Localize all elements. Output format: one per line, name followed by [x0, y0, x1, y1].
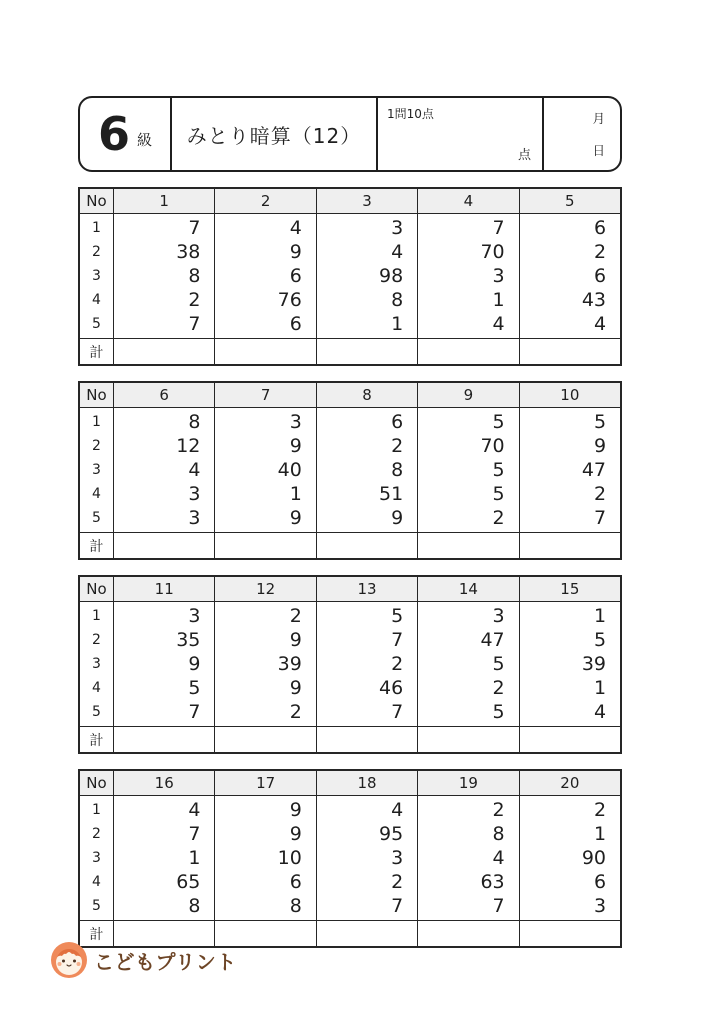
problem-column	[113, 214, 214, 338]
problem-column	[113, 602, 214, 726]
total-answer-cell	[519, 533, 620, 558]
no-column-header: No	[86, 774, 107, 792]
addend-value: 9	[289, 507, 302, 529]
addend-value: 98	[379, 265, 404, 287]
problem-column-header: 13	[316, 577, 417, 601]
grade-cell	[80, 98, 170, 170]
worksheet-table	[78, 187, 622, 366]
problem-column	[417, 214, 518, 338]
row-number: 1	[92, 802, 101, 818]
table-header-row	[80, 577, 620, 602]
addend-value: 5	[188, 677, 201, 699]
addend-value: 39	[581, 653, 607, 675]
problem-column-header: 6	[113, 383, 214, 407]
points-unit-label: 点	[517, 148, 531, 163]
addend-value: 9	[289, 241, 302, 263]
table-body-row	[80, 602, 620, 726]
addend-value: 1	[593, 677, 607, 699]
addend-value: 7	[188, 823, 201, 845]
row-number-column	[80, 214, 113, 338]
total-answer-cell	[519, 921, 620, 946]
addend-value: 4	[188, 459, 201, 481]
addend-value: 7	[593, 507, 607, 529]
no-column-header: No	[86, 192, 107, 210]
problem-column-header: 2	[214, 189, 315, 213]
addend-value: 8	[188, 411, 201, 433]
problem-column	[316, 602, 417, 726]
addend-value: 4	[492, 313, 505, 335]
worksheet-header-box	[78, 96, 622, 172]
problem-column	[214, 214, 315, 338]
addend-value: 6	[289, 871, 302, 893]
addend-value: 2	[492, 507, 505, 529]
addend-value: 1	[492, 289, 505, 311]
row-number: 1	[92, 608, 101, 624]
total-answer-cell	[113, 339, 214, 364]
addend-value: 9	[289, 823, 302, 845]
addend-value: 4	[188, 799, 201, 821]
logo-text: こどもプリント	[94, 949, 237, 974]
problem-column-header: 8	[316, 383, 417, 407]
addend-value: 51	[379, 483, 404, 505]
total-answer-cell	[316, 533, 417, 558]
addend-value: 3	[492, 605, 505, 627]
table-body-row	[80, 796, 620, 920]
problem-column	[214, 408, 315, 532]
problem-column	[214, 602, 315, 726]
addend-value: 6	[289, 265, 302, 287]
table-total-row	[80, 532, 620, 558]
addend-value: 39	[277, 653, 302, 675]
addend-value: 5	[492, 459, 505, 481]
addend-value: 2	[593, 483, 607, 505]
addend-value: 7	[391, 629, 404, 651]
total-answer-cell	[113, 533, 214, 558]
problem-column	[316, 214, 417, 338]
row-number: 3	[92, 656, 101, 672]
addend-value: 6	[593, 871, 607, 893]
addend-value: 7	[391, 895, 404, 917]
addend-value: 7	[188, 217, 201, 239]
addend-value: 76	[277, 289, 302, 311]
month-label: 月	[592, 111, 605, 126]
addend-value: 47	[581, 459, 607, 481]
addend-value: 4	[492, 847, 505, 869]
addend-value: 3	[492, 265, 505, 287]
row-number: 4	[92, 680, 101, 696]
no-column-header: No	[86, 386, 107, 404]
problem-column	[519, 408, 620, 532]
addend-value: 90	[581, 847, 607, 869]
addend-value: 2	[593, 241, 607, 263]
problem-column	[417, 602, 518, 726]
total-answer-cell	[214, 533, 315, 558]
total-label-cell: 計	[89, 538, 104, 555]
problem-column-header: 3	[316, 189, 417, 213]
addend-value: 2	[289, 605, 302, 627]
row-number: 4	[92, 874, 101, 890]
problem-column	[519, 602, 620, 726]
row-number: 1	[92, 220, 101, 236]
day-label: 日	[592, 143, 605, 158]
no-column-header: No	[86, 580, 107, 598]
problem-column-header: 17	[214, 771, 315, 795]
table-header-row	[80, 383, 620, 408]
addend-value: 2	[391, 435, 404, 457]
table-header-row	[80, 189, 620, 214]
addend-value: 1	[289, 483, 302, 505]
addend-value: 2	[492, 677, 505, 699]
total-label-cell: 計	[89, 344, 104, 361]
addend-value: 6	[593, 265, 607, 287]
addend-value: 9	[289, 435, 302, 457]
addend-value: 1	[593, 605, 607, 627]
addend-value: 3	[188, 605, 201, 627]
addend-value: 3	[593, 895, 607, 917]
score-cell	[376, 98, 542, 170]
footer-logo	[50, 941, 237, 979]
total-answer-cell	[214, 339, 315, 364]
addend-value: 65	[176, 871, 201, 893]
problem-column-header: 19	[417, 771, 518, 795]
addend-value: 5	[492, 653, 505, 675]
addend-value: 1	[188, 847, 201, 869]
row-number: 5	[92, 316, 101, 332]
addend-value: 3	[391, 217, 404, 239]
total-answer-cell	[316, 921, 417, 946]
grade-number: 6	[97, 107, 130, 161]
problem-column-header: 20	[519, 771, 620, 795]
addend-value: 70	[480, 241, 505, 263]
total-answer-cell	[214, 727, 315, 752]
date-cell	[542, 98, 620, 170]
addend-value: 2	[188, 289, 201, 311]
total-answer-cell	[417, 727, 518, 752]
addend-value: 10	[277, 847, 302, 869]
worksheet-title: みとり暗算（12）	[170, 98, 376, 170]
addend-value: 8	[391, 289, 404, 311]
problem-column-header: 4	[417, 189, 518, 213]
addend-value: 7	[492, 217, 505, 239]
addend-value: 5	[492, 411, 505, 433]
addend-value: 3	[188, 507, 201, 529]
addend-value: 35	[176, 629, 201, 651]
addend-value: 63	[480, 871, 505, 893]
total-answer-cell	[417, 533, 518, 558]
addend-value: 8	[492, 823, 505, 845]
addend-value: 6	[289, 313, 302, 335]
addend-value: 1	[593, 823, 607, 845]
row-number: 1	[92, 414, 101, 430]
addend-value: 8	[188, 265, 201, 287]
addend-value: 9	[593, 435, 607, 457]
table-body-row	[80, 214, 620, 338]
kodomo-print-mascot-icon	[50, 941, 88, 979]
row-number: 2	[92, 438, 101, 454]
row-number: 4	[92, 486, 101, 502]
addend-value: 2	[391, 653, 404, 675]
worksheet-table	[78, 381, 622, 560]
table-body-row	[80, 408, 620, 532]
points-per-question-note: 1問10点	[387, 107, 434, 121]
addend-value: 38	[176, 241, 201, 263]
table-header-row	[80, 771, 620, 796]
problem-column-header: 9	[417, 383, 518, 407]
addend-value: 9	[289, 677, 302, 699]
addend-value: 4	[391, 241, 404, 263]
addend-value: 8	[188, 895, 201, 917]
problem-column	[417, 408, 518, 532]
total-answer-cell	[519, 727, 620, 752]
problem-column	[519, 214, 620, 338]
row-number: 3	[92, 462, 101, 478]
addend-value: 5	[492, 483, 505, 505]
addend-value: 6	[593, 217, 607, 239]
addend-value: 4	[289, 217, 302, 239]
problem-column	[214, 796, 315, 920]
addend-value: 70	[480, 435, 505, 457]
total-answer-cell	[113, 727, 214, 752]
worksheet-table	[78, 575, 622, 754]
total-answer-cell	[417, 921, 518, 946]
addend-value: 5	[492, 701, 505, 723]
row-number: 2	[92, 632, 101, 648]
addend-value: 9	[391, 507, 404, 529]
grade-label: 級	[137, 130, 153, 149]
addend-value: 7	[188, 701, 201, 723]
row-number: 2	[92, 244, 101, 260]
table-total-row	[80, 338, 620, 364]
addend-value: 5	[391, 605, 404, 627]
addend-value: 3	[391, 847, 404, 869]
total-answer-cell	[519, 339, 620, 364]
row-number: 3	[92, 268, 101, 284]
addend-value: 8	[289, 895, 302, 917]
addend-value: 2	[289, 701, 302, 723]
problem-column-header: 7	[214, 383, 315, 407]
total-label-cell: 計	[89, 926, 104, 943]
addend-value: 3	[289, 411, 302, 433]
addend-value: 6	[391, 411, 404, 433]
problem-column	[316, 796, 417, 920]
problem-column	[417, 796, 518, 920]
problem-column-header: 10	[519, 383, 620, 407]
row-number: 2	[92, 826, 101, 842]
row-number: 3	[92, 850, 101, 866]
row-number: 5	[92, 898, 101, 914]
problem-column	[113, 408, 214, 532]
addend-value: 9	[289, 799, 302, 821]
addend-value: 3	[188, 483, 201, 505]
addend-value: 8	[391, 459, 404, 481]
row-number-column	[80, 408, 113, 532]
addend-value: 2	[391, 871, 404, 893]
problem-column	[113, 796, 214, 920]
addend-value: 47	[480, 629, 505, 651]
problem-column-header: 12	[214, 577, 315, 601]
addend-value: 7	[188, 313, 201, 335]
addend-value: 2	[593, 799, 607, 821]
addend-value: 2	[492, 799, 505, 821]
row-number: 5	[92, 704, 101, 720]
problem-column-header: 16	[113, 771, 214, 795]
problem-column	[519, 796, 620, 920]
problem-column-header: 1	[113, 189, 214, 213]
problem-column-header: 18	[316, 771, 417, 795]
addend-value: 4	[391, 799, 404, 821]
total-label-cell: 計	[89, 732, 104, 749]
problem-column-header: 5	[519, 189, 620, 213]
addend-value: 9	[289, 629, 302, 651]
worksheet-table	[78, 769, 622, 948]
problem-tables	[78, 187, 622, 948]
addend-value: 7	[492, 895, 505, 917]
row-number-column	[80, 796, 113, 920]
addend-value: 43	[581, 289, 607, 311]
row-number: 4	[92, 292, 101, 308]
total-answer-cell	[316, 727, 417, 752]
row-number: 5	[92, 510, 101, 526]
addend-value: 1	[391, 313, 404, 335]
addend-value: 46	[379, 677, 404, 699]
problem-column	[316, 408, 417, 532]
addend-value: 9	[188, 653, 201, 675]
total-answer-cell	[417, 339, 518, 364]
problem-column-header: 14	[417, 577, 518, 601]
addend-value: 95	[379, 823, 404, 845]
addend-value: 40	[277, 459, 302, 481]
total-answer-cell	[316, 339, 417, 364]
addend-value: 4	[593, 313, 607, 335]
addend-value: 12	[176, 435, 201, 457]
addend-value: 5	[593, 411, 607, 433]
row-number-column	[80, 602, 113, 726]
addend-value: 7	[391, 701, 404, 723]
addend-value: 5	[593, 629, 607, 651]
problem-column-header: 11	[113, 577, 214, 601]
problem-column-header: 15	[519, 577, 620, 601]
table-total-row	[80, 726, 620, 752]
addend-value: 4	[593, 701, 607, 723]
